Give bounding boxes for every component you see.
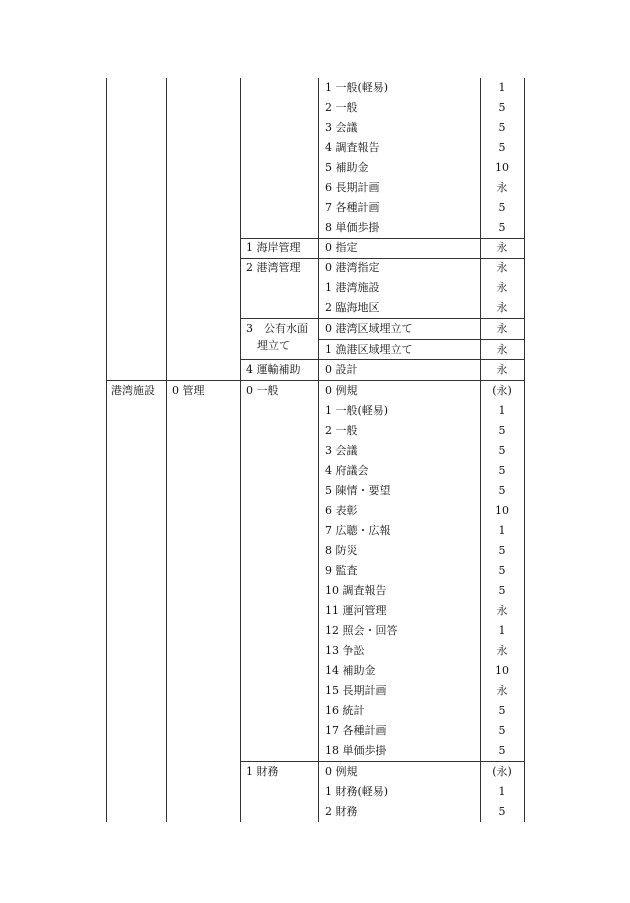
- retention-period: 1: [498, 81, 506, 94]
- item-label: 2 臨海地区: [325, 301, 380, 314]
- retention-period: 5: [498, 201, 506, 214]
- row-separator: [318, 339, 524, 340]
- retention-period: 5: [498, 141, 506, 154]
- mid-category: 0 一般: [246, 384, 279, 397]
- column-line: [240, 78, 241, 822]
- retention-period: 5: [498, 444, 506, 457]
- retention-period: 5: [498, 805, 506, 818]
- item-label: 4 府議会: [325, 464, 369, 477]
- item-label: 1 一般(軽易): [325, 404, 389, 417]
- retention-period: 永: [496, 241, 508, 254]
- item-label: 5 補助金: [325, 161, 369, 174]
- retention-period: 永: [496, 644, 508, 657]
- retention-period: 5: [498, 221, 506, 234]
- retention-period: 永: [496, 181, 508, 194]
- item-label: 16 統計: [325, 704, 365, 717]
- item-label: 17 各種計画: [325, 724, 387, 737]
- item-label: 6 長期計画: [325, 181, 380, 194]
- item-label: 14 補助金: [325, 664, 376, 677]
- column-line: [318, 78, 319, 822]
- retention-period: 5: [498, 484, 506, 497]
- sub-category: 0 管理: [172, 384, 205, 397]
- row-separator: [240, 258, 524, 259]
- retention-period: 永: [496, 604, 508, 617]
- item-label: 11 運河管理: [325, 604, 387, 617]
- item-label: 0 港湾区域埋立て: [325, 322, 413, 335]
- item-label: 1 港湾施設: [325, 281, 380, 294]
- item-label: 8 防災: [325, 544, 358, 557]
- mid-category: 3 公有水面: [246, 322, 308, 335]
- mid-category-cont: 埋立て: [257, 339, 290, 352]
- row-separator: [106, 380, 524, 381]
- item-label: 0 例規: [325, 765, 358, 778]
- retention-period: 永: [496, 684, 508, 697]
- mid-category: 1 海岸管理: [246, 241, 301, 254]
- item-label: 0 指定: [325, 241, 358, 254]
- item-label: 7 各種計画: [325, 201, 380, 214]
- column-line: [166, 78, 167, 822]
- row-separator: [240, 761, 524, 762]
- retention-period: 5: [498, 564, 506, 577]
- mid-category: 4 運輸補助: [246, 363, 301, 376]
- retention-period: 永: [496, 261, 508, 274]
- retention-period: 1: [498, 524, 506, 537]
- item-label: 7 広聴・広報: [325, 524, 391, 537]
- item-label: 1 一般(軽易): [325, 81, 389, 94]
- retention-period: 10: [495, 504, 509, 517]
- column-line: [480, 78, 481, 822]
- item-label: 4 調査報告: [325, 141, 380, 154]
- item-label: 0 例規: [325, 384, 358, 397]
- retention-period: 5: [498, 724, 506, 737]
- retention-period: 5: [498, 121, 506, 134]
- item-label: 3 会議: [325, 121, 358, 134]
- item-label: 0 港湾指定: [325, 261, 380, 274]
- mid-category: 1 財務: [246, 765, 279, 778]
- retention-period: 10: [495, 161, 509, 174]
- item-label: 10 調査報告: [325, 584, 387, 597]
- retention-period: 5: [498, 424, 506, 437]
- item-label: 2 一般: [325, 101, 358, 114]
- retention-period: 5: [498, 544, 506, 557]
- retention-period: 5: [498, 704, 506, 717]
- item-label: 13 争訟: [325, 644, 365, 657]
- item-label: 12 照会・回答: [325, 624, 398, 637]
- column-line: [106, 78, 107, 822]
- item-label: 6 表彰: [325, 504, 358, 517]
- retention-period: (永): [492, 765, 512, 778]
- retention-period: 5: [498, 464, 506, 477]
- major-category: 港湾施設: [111, 384, 155, 397]
- retention-period: 5: [498, 584, 506, 597]
- column-line: [524, 78, 525, 822]
- item-label: 3 会議: [325, 444, 358, 457]
- item-label: 0 設計: [325, 363, 358, 376]
- item-label: 8 単価歩掛: [325, 221, 380, 234]
- item-label: 1 財務(軽易): [325, 785, 389, 798]
- retention-period: 1: [498, 624, 506, 637]
- retention-period: 永: [496, 322, 508, 335]
- item-label: 2 一般: [325, 424, 358, 437]
- retention-period: 永: [496, 343, 508, 356]
- retention-period: 5: [498, 101, 506, 114]
- row-separator: [240, 318, 524, 319]
- retention-period: 永: [496, 363, 508, 376]
- retention-period: (永): [492, 384, 512, 397]
- item-label: 5 陳情・要望: [325, 484, 391, 497]
- item-label: 2 財務: [325, 805, 358, 818]
- retention-period: 10: [495, 664, 509, 677]
- item-label: 9 監査: [325, 564, 358, 577]
- row-separator: [240, 359, 524, 360]
- retention-period: 永: [496, 281, 508, 294]
- item-label: 15 長期計画: [325, 684, 387, 697]
- mid-category: 2 港湾管理: [246, 261, 301, 274]
- retention-period: 1: [498, 404, 506, 417]
- row-separator: [240, 238, 524, 239]
- retention-period: 1: [498, 785, 506, 798]
- item-label: 18 単価歩掛: [325, 744, 387, 757]
- retention-period: 永: [496, 301, 508, 314]
- retention-period: 5: [498, 744, 506, 757]
- item-label: 1 漁港区域埋立て: [325, 343, 413, 356]
